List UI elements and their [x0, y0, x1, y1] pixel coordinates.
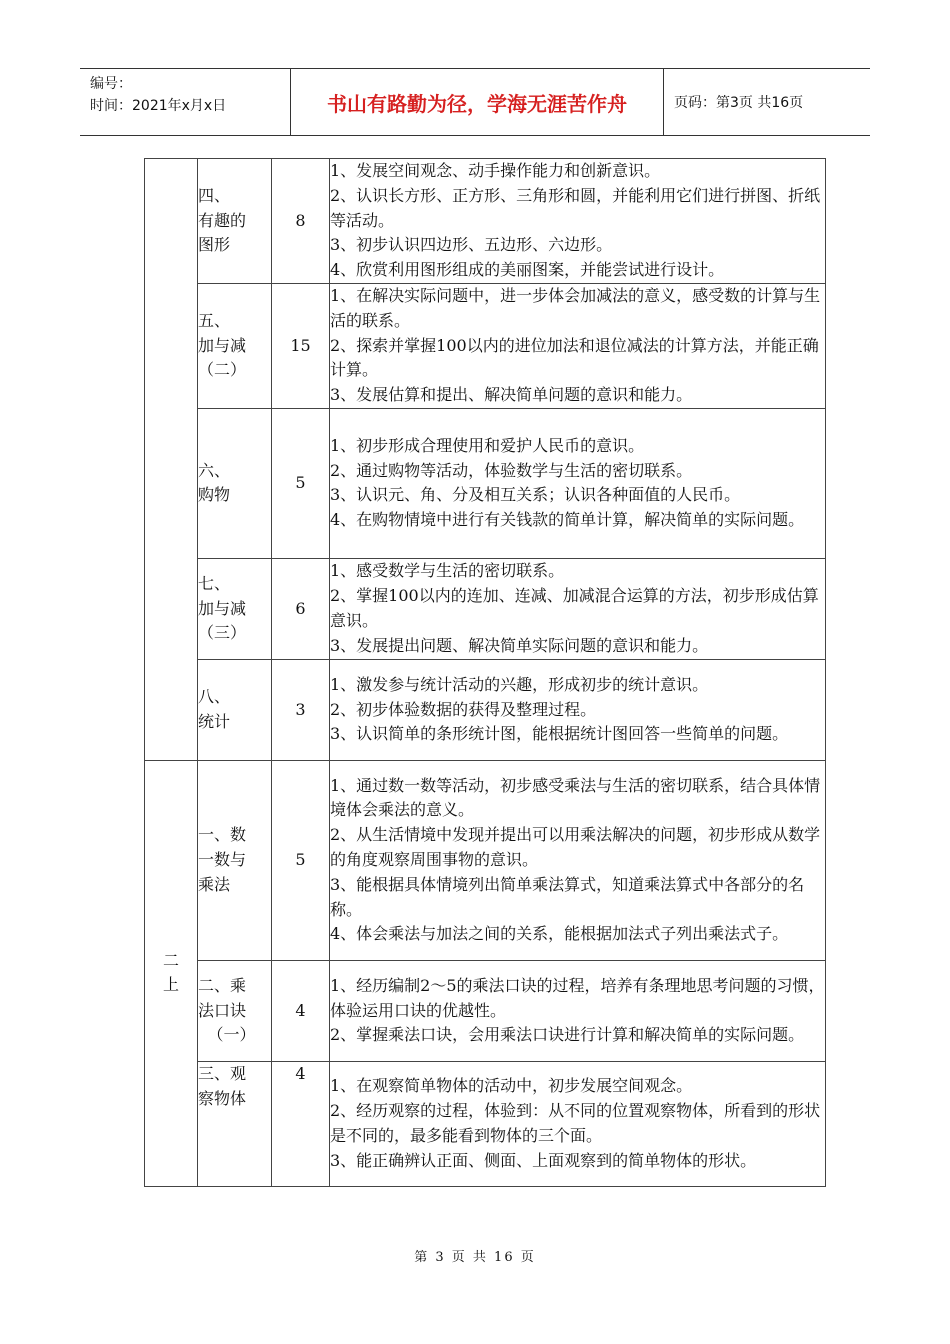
- unit-title-line: 加与减: [198, 335, 247, 355]
- goal-item: 4、欣赏利用图形组成的美丽图案，并能尝试进行设计。: [330, 260, 725, 280]
- grade-label: 二上: [162, 951, 179, 995]
- goals-cell: [330, 960, 826, 1061]
- unit-cell: [198, 159, 272, 284]
- goal-item: 3、发展估算和提出、解决简单问题的意识和能力。: [330, 385, 693, 405]
- header-page-info: 页码：第3页 共16页: [674, 95, 804, 111]
- goal-item: 2、从生活情境中发现并提出可以用乘法解决的问题，初步形成从数学的角度观察周围事物的意识。: [330, 825, 821, 870]
- hours-cell: 5: [272, 760, 330, 960]
- unit-title-line: 加与减: [198, 598, 247, 618]
- teaching-plan-table: [144, 158, 826, 1187]
- unit-title-line: 二、乘: [198, 975, 247, 995]
- hours-cell: 15: [272, 283, 330, 408]
- unit-cell: [198, 558, 272, 659]
- hours-cell: 3: [272, 659, 330, 760]
- goals-cell: [330, 408, 826, 558]
- goal-item: 4、在购物情境中进行有关钱款的简单计算，解决简单的实际问题。: [330, 510, 805, 530]
- table-row: [145, 283, 826, 408]
- goal-item: 1、通过数一数等活动，初步感受乘法与生活的密切联系，结合具体情境体会乘法的意义。: [330, 775, 821, 820]
- goal-item: 1、激发参与统计活动的兴趣，形成初步的统计意识。: [330, 674, 709, 694]
- header-meta: [80, 69, 291, 135]
- unit-title-line: 五、: [198, 310, 231, 330]
- goal-item: 3、认识元、角、分及相互关系；认识各种面值的人民币。: [330, 485, 741, 505]
- hours-cell: 4: [272, 1061, 330, 1186]
- unit-title-line: 有趣的: [198, 210, 247, 230]
- goal-item: 3、能正确辨认正面、侧面、上面观察到的简单物体的形状。: [330, 1150, 757, 1170]
- grade-cell: [145, 760, 198, 1186]
- goal-item: 1、感受数学与生活的密切联系。: [330, 561, 565, 581]
- unit-title-line: （三）: [198, 623, 247, 643]
- table-row: [145, 159, 826, 284]
- unit-title-line: 法口诀: [198, 1000, 247, 1020]
- table-row: [145, 760, 826, 960]
- unit-title-line: 六、: [198, 460, 231, 480]
- unit-title-line: 八、: [198, 687, 231, 707]
- unit-title-line: （一）: [207, 1025, 256, 1045]
- unit-cell: [198, 659, 272, 760]
- goal-item: 2、掌握100以内的连加、连减、加减混合运算的方法，初步形成估算意识。: [330, 586, 819, 630]
- unit-title-line: 一、数: [198, 825, 247, 845]
- goal-item: 4、体会乘法与加法之间的关系，能根据加法式子列出乘法式子。: [330, 924, 789, 944]
- unit-title-line: 一数与: [198, 850, 247, 870]
- goals-cell: [330, 760, 826, 960]
- goal-item: 2、掌握乘法口诀，会用乘法口诀进行计算和解决简单的实际问题。: [330, 1025, 805, 1045]
- hours-cell: 5: [272, 408, 330, 558]
- goals-cell: [330, 1061, 826, 1186]
- goals-cell: [330, 159, 826, 284]
- goals-cell: [330, 659, 826, 760]
- unit-title-line: 图形: [198, 235, 231, 255]
- hours-cell: 8: [272, 159, 330, 284]
- goal-item: 3、能根据具体情境列出简单乘法算式，知道乘法算式中各部分的名称。: [330, 874, 805, 919]
- grade-cell: [145, 159, 198, 761]
- goal-item: 3、认识简单的条形统计图，能根据统计图回答一些简单的问题。: [330, 724, 789, 744]
- hours-cell: 6: [272, 558, 330, 659]
- unit-cell: [198, 960, 272, 1061]
- unit-title-line: 乘法: [198, 874, 231, 894]
- goals-cell: [330, 283, 826, 408]
- unit-title-line: 七、: [198, 573, 231, 593]
- table-row: [145, 960, 826, 1061]
- unit-title-line: 统计: [198, 711, 231, 731]
- goal-item: 1、初步形成合理使用和爱护人民币的意识。: [330, 435, 645, 455]
- goal-item: 1、发展空间观念、动手操作能力和创新意识。: [330, 161, 661, 180]
- goal-item: 1、在观察简单物体的活动中，初步发展空间观念。: [330, 1076, 693, 1096]
- unit-title-line: 三、观: [198, 1063, 247, 1083]
- unit-cell: [198, 408, 272, 558]
- unit-cell: [198, 1061, 272, 1186]
- goal-item: 1、经历编制2～5的乘法口诀的过程，培养有条理地思考问题的习惯，体验运用口诀的优越性。: [330, 975, 825, 1020]
- goal-item: 2、初步体验数据的获得及整理过程。: [330, 699, 597, 719]
- goal-item: 2、认识长方形、正方形、三角形和圆，并能利用它们进行拼图、折纸等活动。: [330, 185, 821, 230]
- goals-cell: [330, 558, 826, 659]
- unit-cell: [198, 283, 272, 408]
- goal-item: 2、经历观察的过程，体验到：从不同的位置观察物体，所看到的形状是不同的，最多能看到物体的三个面。: [330, 1101, 821, 1145]
- goal-item: 3、发展提出问题、解决简单实际问题的意识和能力。: [330, 635, 709, 655]
- table-row: [145, 408, 826, 558]
- unit-title-line: 购物: [198, 485, 231, 505]
- table-row: [145, 659, 826, 760]
- table-row: [145, 1061, 826, 1186]
- table-row: [145, 558, 826, 659]
- goal-item: 2、探索并掌握100以内的进位加法和退位减法的计算方法，并能正确计算。: [330, 335, 819, 380]
- unit-title-line: 察物体: [198, 1088, 247, 1108]
- unit-title-line: （二）: [198, 360, 247, 380]
- hours-cell: 4: [272, 960, 330, 1061]
- document-date: 时间：2021年x月x日: [90, 98, 227, 114]
- header-slogan: 书山有路勤为径，学海无涯苦作舟: [291, 69, 664, 135]
- page-footer: 第 3 页 共 16 页: [414, 1250, 536, 1265]
- document-number-label: 编号：: [90, 76, 132, 92]
- goal-item: 2、通过购物等活动，体验数学与生活的密切联系。: [330, 460, 693, 480]
- unit-title-line: 四、: [198, 185, 231, 205]
- goal-item: 3、初步认识四边形、五边形、六边形。: [330, 235, 613, 255]
- unit-cell: [198, 760, 272, 960]
- goal-item: 1、在解决实际问题中，进一步体会加减法的意义，感受数的计算与生活的联系。: [330, 285, 821, 330]
- page-header: [80, 68, 870, 136]
